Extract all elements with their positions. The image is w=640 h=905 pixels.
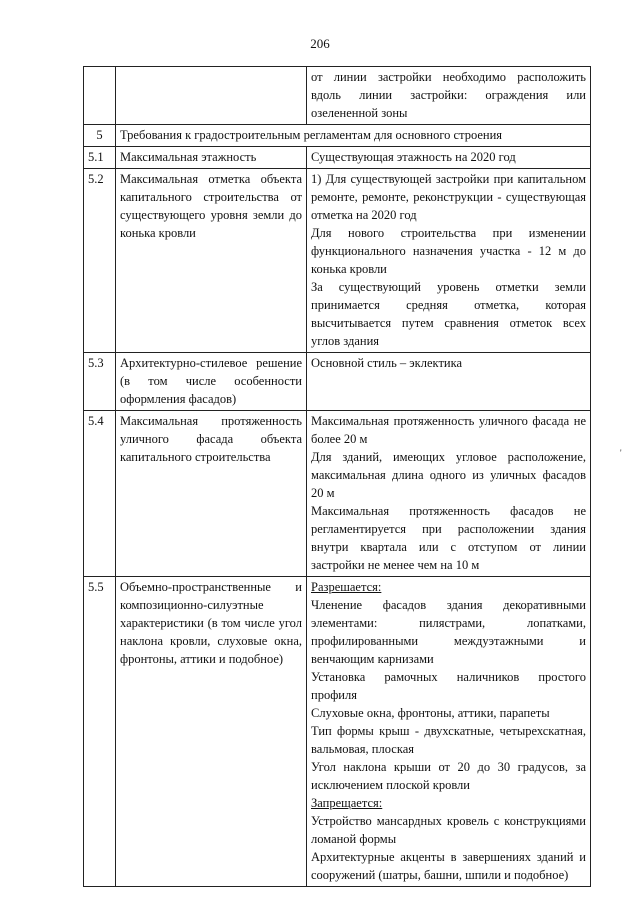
- table-row: [84, 353, 591, 411]
- value-cell: [307, 353, 591, 411]
- value-paragraph: Устройство мансардных кровель с конструкциями ломаной формы: [311, 814, 586, 846]
- section-heading-cell: [116, 125, 591, 147]
- parameter-cell: Объемно-пространственные и композиционно-силуэтные характеристики (в том числе угол наклона кровли, слуховые окна, фронтоны, аттики и подобное): [116, 577, 307, 887]
- section-heading: Требования к градостроительным регламентам для основного строения: [120, 128, 503, 142]
- value-paragraph: 1) Для существующей застройки при капитальном ремонте, ремонте, реконструкции - существующая отметка на 2020 год: [311, 172, 586, 222]
- value-paragraph: Для нового строительства при изменении функционального назначения участка - 12 м до конька кровли: [311, 226, 586, 276]
- value-paragraph: Существующая этажность на 2020 год: [311, 150, 516, 164]
- value-paragraph: Тип формы крыш - двухскатные, четырехскатная, вальмовая, плоская: [311, 724, 586, 756]
- value-paragraph: За существующий уровень отметки земли принимается средняя отметка, которая высчитывается путем сравнения отметок всех углов здания: [311, 280, 586, 348]
- forbidden-heading: Запрещается:: [311, 796, 383, 810]
- value-cell: [307, 577, 591, 887]
- row-number-cell: 5.1: [84, 147, 116, 169]
- allowed-heading: Разрешается:: [311, 580, 382, 594]
- parameter-cell: Архитектурно-стилевое решение (в том числе особенности оформления фасадов): [116, 353, 307, 411]
- row-number-cell: 5.4: [84, 411, 116, 577]
- row-number-cell: 5.2: [84, 169, 116, 353]
- value-paragraph: Максимальная протяженность уличного фасада не более 20 м: [311, 414, 586, 446]
- value-paragraph: Основной стиль – эклектика: [311, 356, 463, 370]
- value-paragraph: Слуховые окна, фронтоны, аттики, парапеты: [311, 706, 550, 720]
- table-row: [84, 67, 591, 125]
- value-paragraph: Установка рамочных наличников простого профиля: [311, 670, 586, 702]
- row-number-cell: 5: [84, 125, 116, 147]
- regulations-table: [83, 66, 591, 887]
- value-paragraph: Для зданий, имеющих угловое расположение, максимальная длина одного из уличных фасадов 20 м: [311, 450, 586, 500]
- parameter-cell: Максимальная протяженность уличного фасада объекта капитального строительства: [116, 411, 307, 577]
- row-number-cell: 5.3: [84, 353, 116, 411]
- table-row: [84, 577, 591, 887]
- value-paragraph: Угол наклона крыши от 20 до 30 градусов, за исключением плоской кровли: [311, 760, 586, 792]
- value-paragraph: Максимальная протяженность фасадов не регламентируется при расположении здания внутри квартала или с отступом от линии застройки не менее чем на 10 м: [311, 504, 586, 572]
- value-cell: [307, 67, 591, 125]
- scan-mark: ': [620, 448, 622, 458]
- row-number-cell: 5.5: [84, 577, 116, 887]
- table-row: [84, 169, 591, 353]
- value-cell: [307, 147, 591, 169]
- table-row: [84, 411, 591, 577]
- table-row: [84, 147, 591, 169]
- table-row: [84, 125, 591, 147]
- parameter-cell: Максимальная отметка объекта капитального строительства от существующего уровня земли до конька кровли: [116, 169, 307, 353]
- parameter-cell: [116, 67, 307, 125]
- parameter-cell: Максимальная этажность: [116, 147, 307, 169]
- value-paragraph: Архитектурные акценты в завершениях зданий и сооружений (шатры, башни, шпили и подобное): [311, 850, 586, 882]
- value-cell: [307, 169, 591, 353]
- page-number: 206: [310, 36, 330, 51]
- value-paragraph: Членение фасадов здания декоративными элементами: пилястрами, лопатками, профилированными междуэтажными и венчающим карнизами: [311, 598, 586, 666]
- row-number-cell: [84, 67, 116, 125]
- value-paragraph: от линии застройки необходимо расположить вдоль линии застройки: ограждения или озелененной зоны: [311, 70, 586, 120]
- value-cell: [307, 411, 591, 577]
